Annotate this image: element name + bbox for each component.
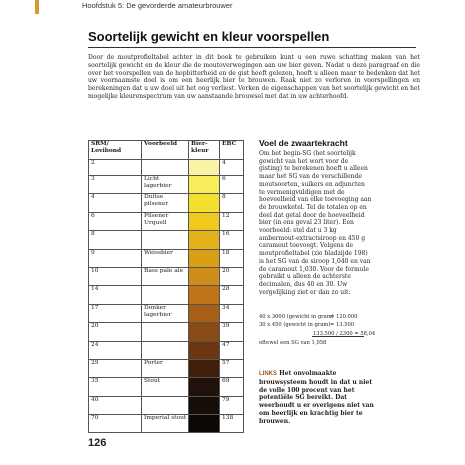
- color-swatch: [189, 176, 220, 194]
- color-swatch: [189, 323, 220, 341]
- table-row: [89, 323, 244, 341]
- table-header-row: [89, 141, 244, 160]
- example-cell: [142, 160, 189, 176]
- color-swatch: [189, 396, 220, 414]
- page-number: 126: [88, 437, 107, 449]
- running-header: Hoofdstuk 5: De gevorderde amateurbrouwer: [82, 1, 233, 10]
- table-row: [89, 194, 244, 212]
- ebc-cell: 16: [220, 231, 244, 249]
- caption-label: LINKS: [259, 371, 277, 377]
- ebc-cell: 28: [220, 286, 244, 304]
- color-swatch: [189, 415, 220, 433]
- title-divider: [88, 47, 416, 48]
- table-row: [89, 160, 244, 176]
- ebc-cell: 8: [220, 194, 244, 212]
- table-row: [89, 415, 244, 433]
- header-ebc: EBC: [220, 141, 244, 160]
- calc-line-1-result: = 120.000: [330, 314, 358, 320]
- table-row: [89, 341, 244, 359]
- srm-cell: 17: [89, 304, 142, 322]
- color-swatch: [189, 194, 220, 212]
- srm-cell: 4: [89, 194, 142, 212]
- ebc-cell: 47: [220, 341, 244, 359]
- table-row: [89, 267, 244, 285]
- example-cell: [142, 323, 189, 341]
- table-row: [89, 176, 244, 194]
- table-row: [89, 231, 244, 249]
- srm-cell: 70: [89, 415, 142, 433]
- srm-cell: 29: [89, 359, 142, 377]
- table-row: [89, 286, 244, 304]
- table-body: [89, 160, 244, 433]
- section-title: Soortelijk gewicht en kleur voorspellen: [88, 29, 330, 44]
- table-row: [89, 396, 244, 414]
- example-cell: Porter: [142, 359, 189, 377]
- calc-line-2-result: = 13.500: [330, 322, 355, 328]
- srm-cell: 8: [89, 231, 142, 249]
- srm-cell: 9: [89, 249, 142, 267]
- table-row: [89, 304, 244, 322]
- example-cell: [142, 341, 189, 359]
- caption-text: Het onvolmaakte brouwsysteem houdt in dat u niet de volle 100 procent van het potentiële SG bereikt. Dat weerhoudt u er overigens niet van om heerlijk en krachtig bier te brouwen.: [259, 370, 374, 425]
- example-cell: Donker lagerbier: [142, 304, 189, 322]
- table-row: [89, 249, 244, 267]
- color-swatch: [189, 341, 220, 359]
- sidebar-heading: Voel de zwaartekracht: [259, 138, 348, 148]
- example-cell: [142, 396, 189, 414]
- srm-cell: 24: [89, 341, 142, 359]
- color-swatch: [189, 231, 220, 249]
- color-swatch: [189, 160, 220, 176]
- ebc-cell: 20: [220, 267, 244, 285]
- example-cell: [142, 286, 189, 304]
- ebc-cell: 34: [220, 304, 244, 322]
- beer-color-table: [88, 140, 244, 433]
- ebc-cell: 12: [220, 212, 244, 230]
- table-row: [89, 378, 244, 396]
- ebc-cell: 57: [220, 359, 244, 377]
- example-cell: [142, 231, 189, 249]
- calc-line-3: 133.500 / 2300 = 58,04: [313, 331, 376, 337]
- color-swatch: [189, 359, 220, 377]
- header-example: Voorbeeld: [142, 141, 189, 160]
- ebc-cell: 69: [220, 378, 244, 396]
- color-swatch: [189, 378, 220, 396]
- calc-line-1: 40 x 3000 (gewicht in gram): [259, 314, 334, 320]
- ebc-cell: 79: [220, 396, 244, 414]
- example-cell: Pilsener Urquell: [142, 212, 189, 230]
- table-row: [89, 359, 244, 377]
- calc-line-4: oftewel een SG van 1,058: [259, 340, 327, 346]
- ebc-cell: 138: [220, 415, 244, 433]
- image-caption: [259, 370, 375, 426]
- example-cell: Bass pale ale: [142, 267, 189, 285]
- srm-cell: 3: [89, 176, 142, 194]
- ebc-cell: 4: [220, 160, 244, 176]
- table-row: [89, 212, 244, 230]
- color-swatch: [189, 267, 220, 285]
- example-cell: Duitse pilsener: [142, 194, 189, 212]
- color-swatch: [189, 212, 220, 230]
- bookmark-ribbon: [35, 0, 39, 14]
- intro-paragraph: Door de moutprofieltabel achter in dit boek te gebruiken kunt u een ruwe schatting maken van het soortelijk gewicht en de kleur die de moutoverwegingen aan uw bier geven. Nadat u deze paragraaf en die over het voorspellen van de hopbitterheid en de gist heeft gelezen, hoeft u alleen maar te bedenken dat het uw voornaamste doel is om een heerlijk bier te brouwen. Raak niet zo verloren in voorspellingen en berekeningen dat u uw doel uit het oog verliest. Verken de eigenschappen van het soortelijk gewicht en het mogelijke kleurenspectrum van uw aanstaande brouwsel met dat in uw achterhoofd.: [88, 54, 420, 100]
- example-cell: Licht lagerbier: [142, 176, 189, 194]
- ebc-cell: 6: [220, 176, 244, 194]
- srm-cell: 40: [89, 396, 142, 414]
- srm-cell: 35: [89, 378, 142, 396]
- srm-cell: 14: [89, 286, 142, 304]
- srm-cell: 20: [89, 323, 142, 341]
- ebc-cell: 18: [220, 249, 244, 267]
- header-color: Bier- kleur: [189, 141, 220, 160]
- color-swatch: [189, 249, 220, 267]
- srm-cell: 6: [89, 212, 142, 230]
- example-cell: Weissbier: [142, 249, 189, 267]
- calc-line-2: 30 x 450 (gewicht in gram): [259, 322, 331, 328]
- color-swatch: [189, 304, 220, 322]
- sidebar-body: Om het begin-SG (het soortelijk gewicht van het wort voor de gisting) te berekenen hoeft u alleen maar het SG van de verschillende moutsoorten, suikers en adjuncten te vermenigvuldigen met de hoeveelheid van elke toevoeging aan de brouwketel. Tel de totalen op en deel dat getal door de hoeveelheid bier (in ons geval 23 liter). Een voorbeeld: stel dat u 3 kg ambermout-extractsiroop en 450 g caramout toevoegt. Volgens de moutprofieltabel (zie bladzijde 198) is het SG van de siroop 1,040 en van de caramout 1,030. Voor de formule gebruikt u alleen de achterste decimalen, dus 40 en 30. Uw vergelijking ziet er dan zo uit:: [259, 150, 372, 296]
- srm-cell: 10: [89, 267, 142, 285]
- header-srm: SRM/ Lovibond: [89, 141, 142, 160]
- color-swatch: [189, 286, 220, 304]
- example-cell: Stout: [142, 378, 189, 396]
- example-cell: Imperial stout: [142, 415, 189, 433]
- srm-cell: 2: [89, 160, 142, 176]
- ebc-cell: 39: [220, 323, 244, 341]
